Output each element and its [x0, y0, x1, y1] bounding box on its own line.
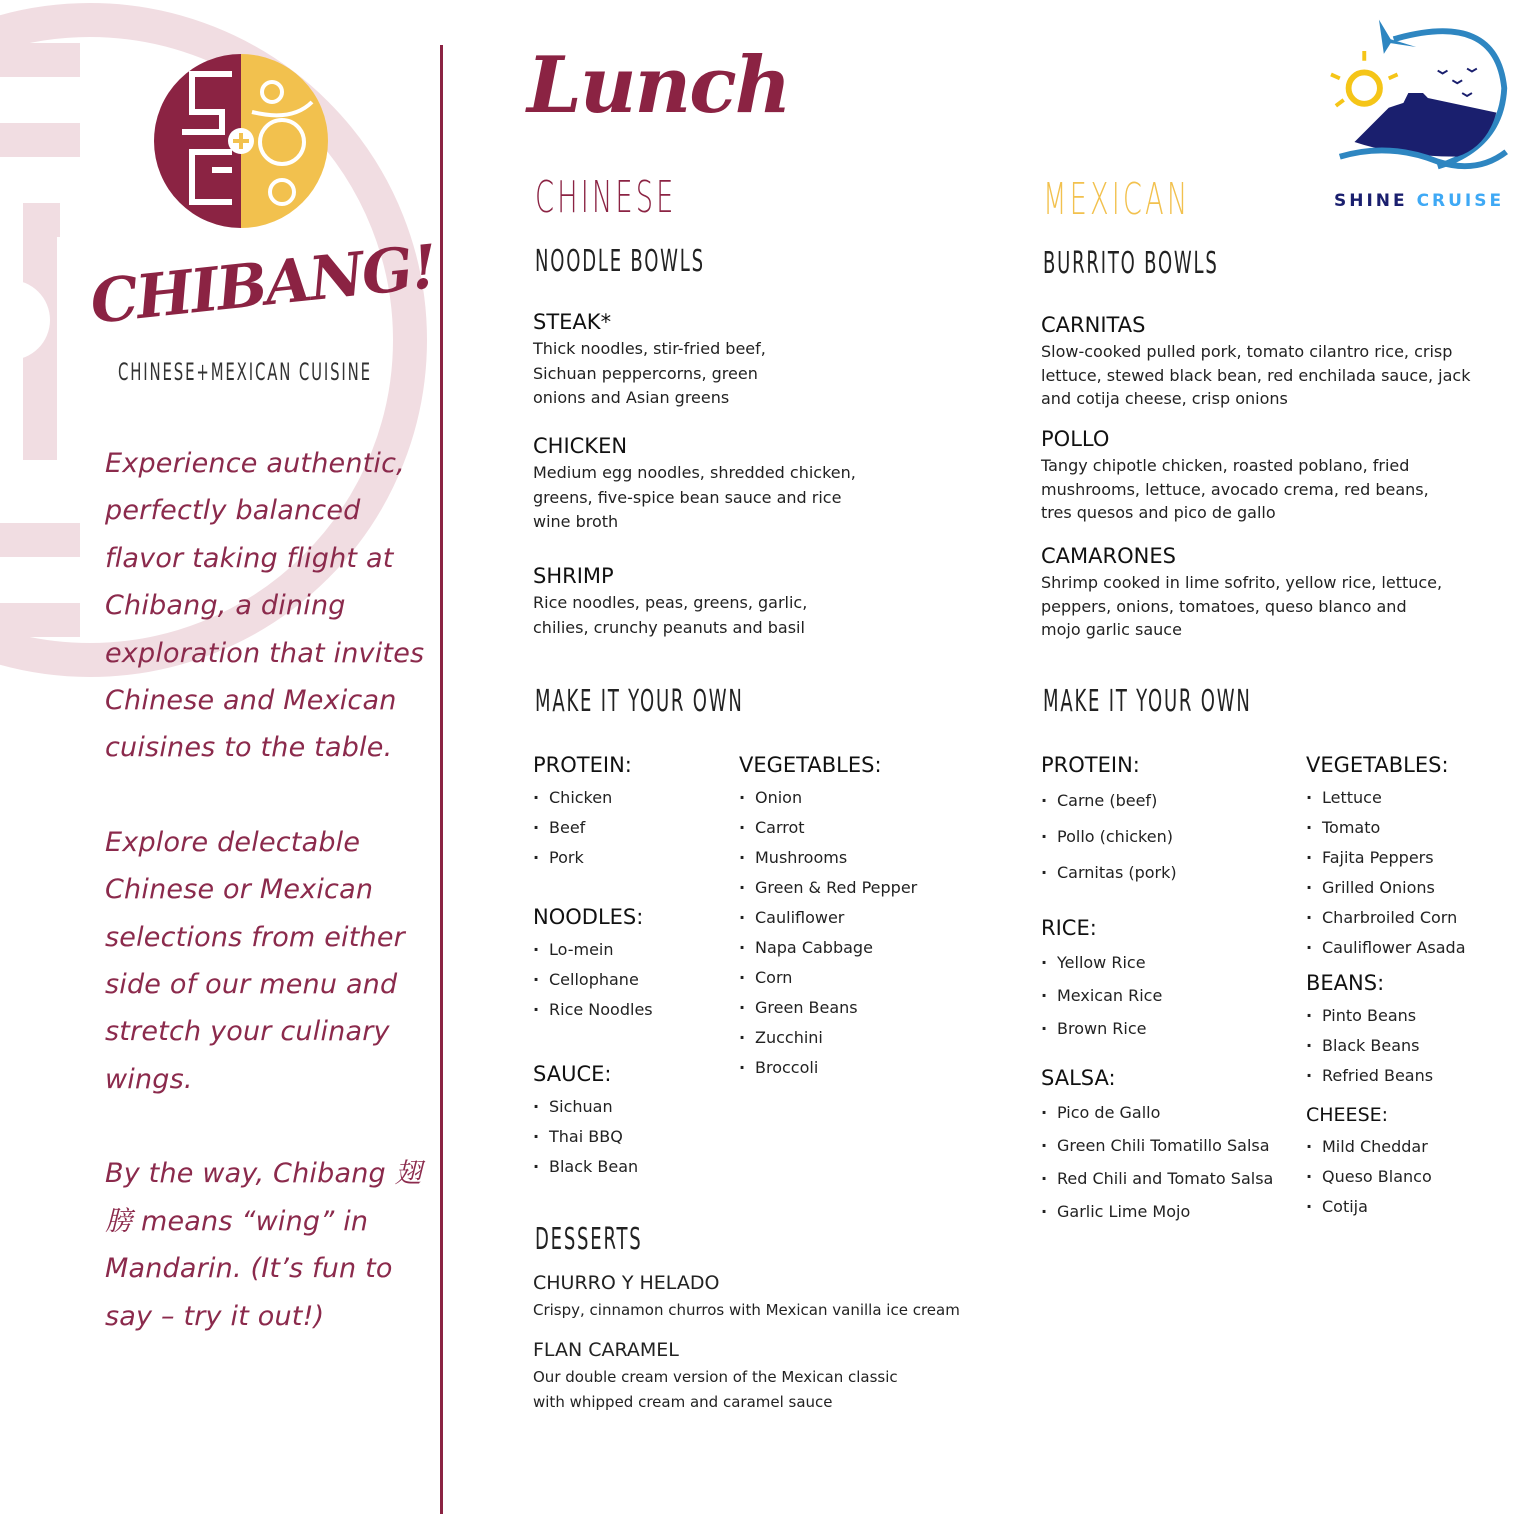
list-item: · Mushrooms: [739, 843, 917, 873]
group-label: SALSA:: [1041, 1066, 1116, 1090]
list-item: · Pollo (chicken): [1041, 819, 1177, 855]
group-label: SAUCE:: [533, 1062, 612, 1086]
mexican-cheese-group: [1306, 1104, 1432, 1222]
list-item: · Green Beans: [739, 993, 917, 1023]
chinese-heading: CHINESE: [535, 172, 677, 223]
list-item: · Red Chili and Tomato Salsa: [1041, 1162, 1273, 1195]
list-item: · Carnitas (pork): [1041, 855, 1177, 891]
list-item: · Green Chili Tomatillo Salsa: [1041, 1129, 1273, 1162]
list-item: · Black Bean: [533, 1152, 638, 1182]
list-item: · Napa Cabbage: [739, 933, 917, 963]
item-desc: Tangy chipotle chicken, roasted poblano, fried mushrooms, lettuce, avocado crema, red beans, tres quesos and pico de gallo: [1041, 456, 1429, 522]
shine-cruise-wordmark: [1330, 191, 1520, 211]
list-item: · Beef: [533, 813, 632, 843]
item-desc: Slow-cooked pulled pork, tomato cilantro rice, crisp lettuce, stewed black bean, red enchilada sauce, jack and cotija cheese, crisp onions: [1041, 342, 1471, 408]
group-label: PROTEIN:: [533, 753, 632, 777]
menu-title: Lunch: [527, 40, 790, 131]
item-desc: Shrimp cooked in lime sofrito, yellow rice, lettuce, peppers, onions, tomatoes, queso blanco and mojo garlic sauce: [1041, 573, 1443, 639]
menu-item-chicken: [533, 434, 863, 535]
item-desc: Our double cream version of the Mexican classic with whipped cream and caramel sauce: [533, 1368, 898, 1411]
list-item: · Black Beans: [1306, 1031, 1433, 1061]
chibang-wordmark: CHIBANG!: [87, 232, 439, 338]
group-label: CHEESE:: [1306, 1104, 1389, 1126]
group-label: BEANS:: [1306, 971, 1385, 995]
chibang-emblem-logo: [152, 52, 330, 234]
list-item: · Green & Red Pepper: [739, 873, 917, 903]
list-item: · Sichuan: [533, 1092, 638, 1122]
noodle-bowls-heading: NOODLE BOWLS: [535, 244, 705, 279]
item-name: FLAN CARAMEL: [533, 1339, 679, 1361]
item-desc: Crispy, cinnamon churros with Mexican vanilla ice cream: [533, 1301, 960, 1319]
mexican-salsa-group: [1041, 1066, 1273, 1228]
group-label: VEGETABLES:: [1306, 753, 1449, 777]
list-item: · Cellophane: [533, 965, 653, 995]
list-item: · Chicken: [533, 783, 632, 813]
group-label: NOODLES:: [533, 905, 644, 929]
mexican-make-your-own-heading: MAKE IT YOUR OWN: [1043, 684, 1252, 719]
list-item: · Cauliflower Asada: [1306, 933, 1466, 963]
list-item: · Garlic Lime Mojo: [1041, 1195, 1273, 1228]
menu-item-camarones: [1041, 544, 1451, 642]
shine-cruise-logo: [1330, 8, 1520, 211]
group-label: PROTEIN:: [1041, 753, 1140, 777]
list-item: · Mild Cheddar: [1306, 1132, 1432, 1162]
list-item: · Corn: [739, 963, 917, 993]
list-item: · Onion: [739, 783, 917, 813]
menu-item-steak: [533, 310, 783, 411]
dessert-churro: [533, 1272, 960, 1323]
chinese-noodles-group: [533, 905, 653, 1025]
item-name: CARNITAS: [1041, 313, 1146, 337]
item-desc: Thick noodles, stir-fried beef, Sichuan peppercorns, green onions and Asian greens: [533, 339, 766, 407]
list-item: · Grilled Onions: [1306, 873, 1466, 903]
list-item: · Fajita Peppers: [1306, 843, 1466, 873]
chinese-sauce-group: [533, 1062, 638, 1182]
list-item: · Carrot: [739, 813, 917, 843]
item-name: SHRIMP: [533, 564, 614, 588]
mexican-heading: MEXICAN: [1043, 174, 1191, 225]
list-item: · Lettuce: [1306, 783, 1466, 813]
list-item: · Cauliflower: [739, 903, 917, 933]
mexican-rice-group: [1041, 916, 1162, 1045]
list-item: · Tomato: [1306, 813, 1466, 843]
burrito-bowls-heading: BURRITO BOWLS: [1043, 246, 1219, 281]
mexican-beans-group: [1306, 971, 1433, 1091]
list-item: · Pork: [533, 843, 632, 873]
item-desc: Medium egg noodles, shredded chicken, greens, five-spice bean sauce and rice wine broth: [533, 463, 856, 531]
group-label: RICE:: [1041, 916, 1097, 940]
list-item: · Cotija: [1306, 1192, 1432, 1222]
menu-item-shrimp: [533, 564, 823, 640]
mexican-vegetables-group: [1306, 753, 1466, 963]
menu-item-pollo: [1041, 427, 1461, 525]
list-item: · Lo-mein: [533, 935, 653, 965]
list-item: · Brown Rice: [1041, 1012, 1162, 1045]
item-name: POLLO: [1041, 427, 1110, 451]
vertical-divider: [440, 45, 443, 1514]
desserts-heading: DESSERTS: [535, 1222, 643, 1257]
list-item: · Rice Noodles: [533, 995, 653, 1025]
list-item: · Thai BBQ: [533, 1122, 638, 1152]
mexican-protein-group: [1041, 753, 1177, 891]
item-name: CHICKEN: [533, 434, 628, 458]
item-name: STEAK*: [533, 310, 612, 334]
shine-word: SHINE: [1334, 191, 1408, 211]
chinese-make-your-own-heading: MAKE IT YOUR OWN: [535, 684, 744, 719]
list-item: · Pinto Beans: [1306, 1001, 1433, 1031]
list-item: · Refried Beans: [1306, 1061, 1433, 1091]
group-label: VEGETABLES:: [739, 753, 882, 777]
list-item: · Carne (beef): [1041, 783, 1177, 819]
item-name: CAMARONES: [1041, 544, 1176, 568]
chinese-vegetables-group: [739, 753, 917, 1083]
chinese-protein-group: [533, 753, 632, 873]
intro-paragraph: Experience authentic, perfectly balanced flavor taking flight at Chibang, a dining exploration that invites Chinese and Mexican cuisines to the table.: [105, 448, 425, 764]
cruise-word: CRUISE: [1416, 191, 1505, 211]
item-name: CHURRO Y HELADO: [533, 1272, 720, 1294]
dessert-flan: [533, 1339, 933, 1415]
list-item: · Yellow Rice: [1041, 946, 1162, 979]
intro-text: [105, 440, 425, 1387]
menu-item-carnitas: [1041, 313, 1471, 411]
intro-paragraph: Explore delectable Chinese or Mexican selections from either side of our menu and stretch your culinary wings.: [105, 826, 405, 1095]
intro-paragraph: By the way, Chibang 翅膀 means “wing” in Mandarin. (It’s fun to say – try it out!): [105, 1158, 422, 1332]
list-item: · Mexican Rice: [1041, 979, 1162, 1012]
list-item: · Zucchini: [739, 1023, 917, 1053]
brand-tagline: CHINESE+MEXICAN CUISINE: [118, 358, 372, 386]
list-item: · Queso Blanco: [1306, 1162, 1432, 1192]
list-item: · Broccoli: [739, 1053, 917, 1083]
list-item: · Charbroiled Corn: [1306, 903, 1466, 933]
list-item: · Pico de Gallo: [1041, 1096, 1273, 1129]
item-desc: Rice noodles, peas, greens, garlic, chilies, crunchy peanuts and basil: [533, 593, 808, 637]
